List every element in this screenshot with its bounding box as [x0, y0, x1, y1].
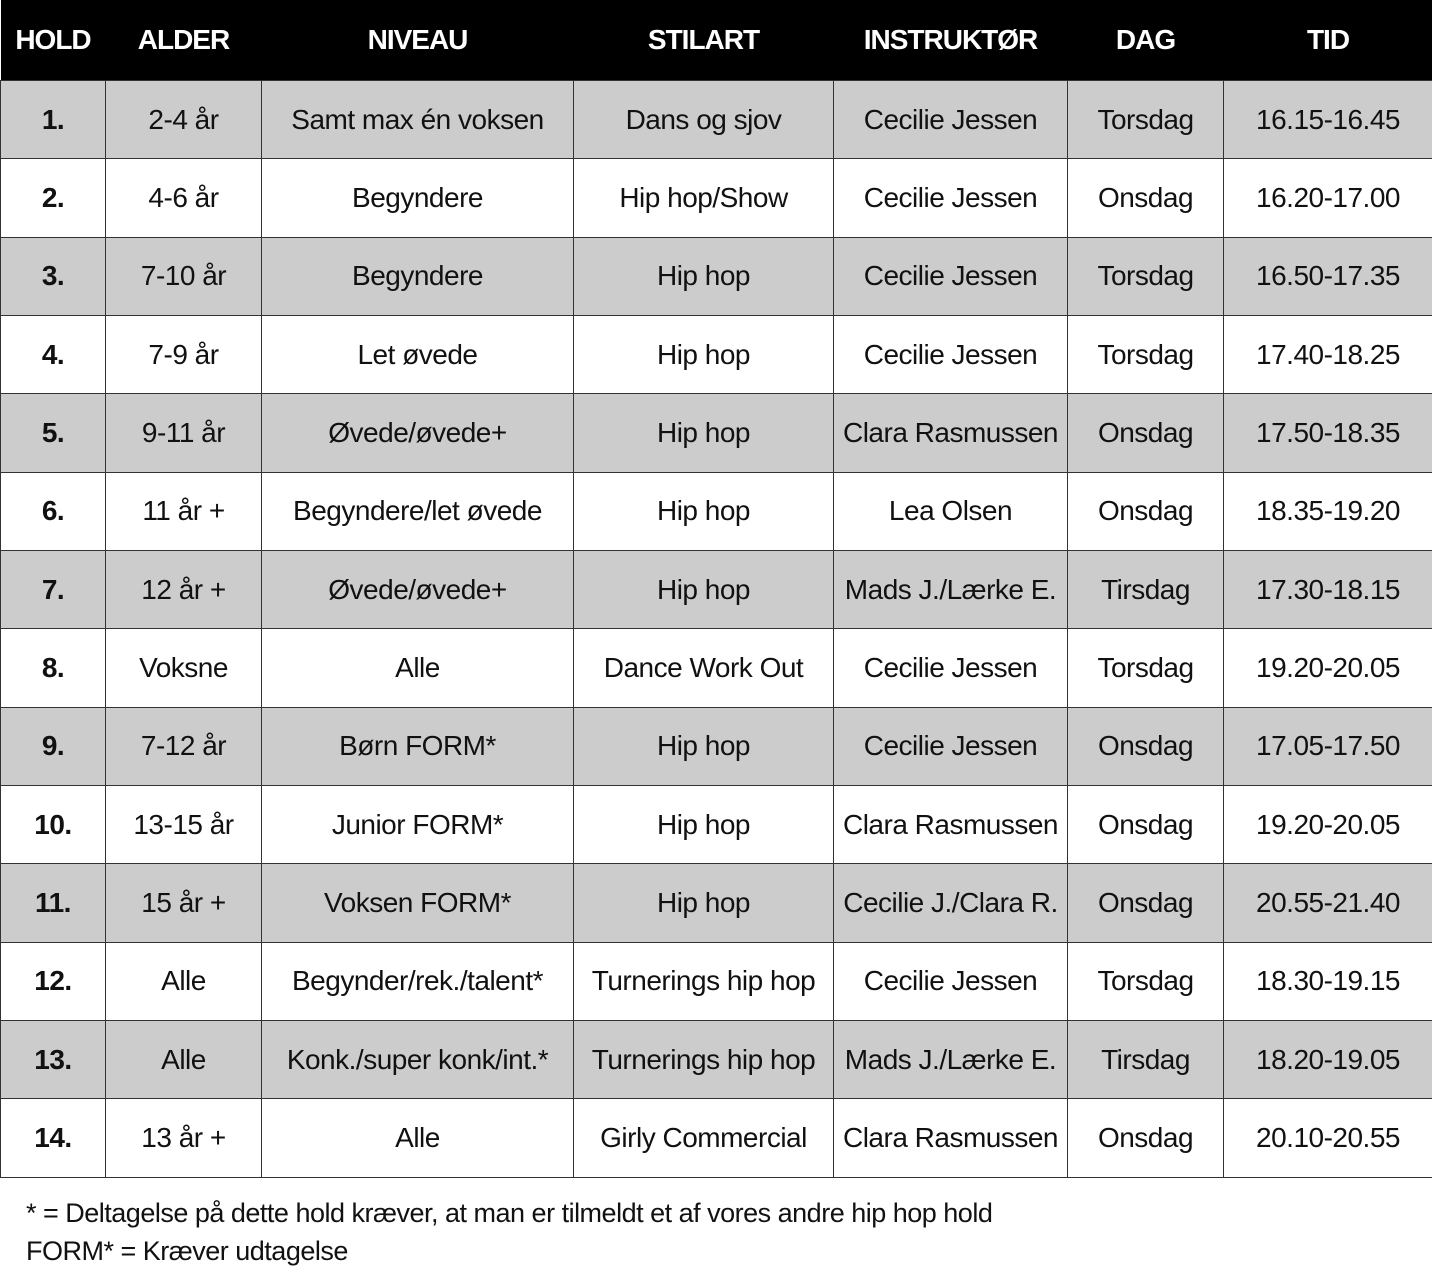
niveau-cell: Børn FORM* [262, 707, 574, 785]
stilart-cell: Dans og sjov [574, 81, 834, 159]
niveau-cell: Begyndere [262, 237, 574, 315]
tid-cell: 20.55-21.40 [1224, 864, 1432, 942]
niveau-cell: Let øvede [262, 316, 574, 394]
alder-cell: 7-9 år [106, 316, 262, 394]
tid-cell: 18.30-19.15 [1224, 942, 1432, 1020]
dag-cell: Torsdag [1068, 237, 1224, 315]
dag-cell: Onsdag [1068, 1099, 1224, 1178]
hold-cell: 6. [1, 472, 106, 550]
hold-cell: 9. [1, 707, 106, 785]
stilart-cell: Turnerings hip hop [574, 942, 834, 1020]
alder-cell: 7-10 år [106, 237, 262, 315]
table-row [1, 316, 1432, 394]
tid-cell: 17.05-17.50 [1224, 707, 1432, 785]
table-row [1, 394, 1432, 472]
table-row [1, 1099, 1432, 1178]
alder-cell: 4-6 år [106, 159, 262, 237]
stilart-cell: Girly Commercial [574, 1099, 834, 1178]
alder-cell: 7-12 år [106, 707, 262, 785]
tid-cell: 16.50-17.35 [1224, 237, 1432, 315]
dag-cell: Torsdag [1068, 81, 1224, 159]
tid-cell: 17.40-18.25 [1224, 316, 1432, 394]
instruktoer-cell: Lea Olsen [834, 472, 1068, 550]
table-row [1, 81, 1432, 159]
hold-cell: 7. [1, 551, 106, 629]
hold-cell: 12. [1, 942, 106, 1020]
stilart-cell: Hip hop [574, 551, 834, 629]
column-header-hold: HOLD [1, 0, 106, 81]
dag-cell: Onsdag [1068, 707, 1224, 785]
table-row [1, 472, 1432, 550]
table-row [1, 942, 1432, 1020]
niveau-cell: Junior FORM* [262, 786, 574, 864]
hold-cell: 3. [1, 237, 106, 315]
table-row [1, 237, 1432, 315]
tid-cell: 20.10-20.55 [1224, 1099, 1432, 1178]
hold-cell: 1. [1, 81, 106, 159]
tid-cell: 18.20-19.05 [1224, 1021, 1432, 1099]
hold-cell: 13. [1, 1021, 106, 1099]
instruktoer-cell: Mads J./Lærke E. [834, 1021, 1068, 1099]
instruktoer-cell: Cecilie Jessen [834, 237, 1068, 315]
table-row [1, 786, 1432, 864]
table-row [1, 551, 1432, 629]
alder-cell: 9-11 år [106, 394, 262, 472]
stilart-cell: Hip hop [574, 864, 834, 942]
tid-cell: 19.20-20.05 [1224, 629, 1432, 707]
niveau-cell: Begyndere [262, 159, 574, 237]
niveau-cell: Alle [262, 1099, 574, 1178]
table-header [1, 0, 1432, 81]
column-header-alder: ALDER [106, 0, 262, 81]
instruktoer-cell: Cecilie Jessen [834, 316, 1068, 394]
tid-cell: 17.50-18.35 [1224, 394, 1432, 472]
dag-cell: Onsdag [1068, 159, 1224, 237]
alder-cell: Voksne [106, 629, 262, 707]
instruktoer-cell: Clara Rasmussen [834, 1099, 1068, 1178]
tid-cell: 19.20-20.05 [1224, 786, 1432, 864]
alder-cell: 13 år + [106, 1099, 262, 1178]
instruktoer-cell: Clara Rasmussen [834, 394, 1068, 472]
alder-cell: 15 år + [106, 864, 262, 942]
tid-cell: 16.20-17.00 [1224, 159, 1432, 237]
dag-cell: Torsdag [1068, 942, 1224, 1020]
dag-cell: Torsdag [1068, 316, 1224, 394]
alder-cell: Alle [106, 1021, 262, 1099]
instruktoer-cell: Cecilie J./Clara R. [834, 864, 1068, 942]
hold-cell: 14. [1, 1099, 106, 1178]
column-header-stilart: STILART [574, 0, 834, 81]
instruktoer-cell: Cecilie Jessen [834, 159, 1068, 237]
hold-cell: 5. [1, 394, 106, 472]
dag-cell: Onsdag [1068, 394, 1224, 472]
instruktoer-cell: Mads J./Lærke E. [834, 551, 1068, 629]
hold-cell: 2. [1, 159, 106, 237]
hold-cell: 10. [1, 786, 106, 864]
column-header-instruktoer: INSTRUKTØR [834, 0, 1068, 81]
stilart-cell: Hip hop [574, 786, 834, 864]
hold-cell: 11. [1, 864, 106, 942]
table-row [1, 864, 1432, 942]
instruktoer-cell: Cecilie Jessen [834, 81, 1068, 159]
table-body [1, 81, 1432, 1178]
dag-cell: Onsdag [1068, 864, 1224, 942]
niveau-cell: Begyndere/let øvede [262, 472, 574, 550]
hold-cell: 4. [1, 316, 106, 394]
stilart-cell: Hip hop [574, 707, 834, 785]
stilart-cell: Hip hop [574, 237, 834, 315]
header-row [1, 0, 1432, 81]
instruktoer-cell: Clara Rasmussen [834, 786, 1068, 864]
alder-cell: 11 år + [106, 472, 262, 550]
stilart-cell: Dance Work Out [574, 629, 834, 707]
alder-cell: Alle [106, 942, 262, 1020]
table-row [1, 707, 1432, 785]
column-header-niveau: NIVEAU [262, 0, 574, 81]
column-header-tid: TID [1224, 0, 1432, 81]
dag-cell: Tirsdag [1068, 551, 1224, 629]
niveau-cell: Begynder/rek./talent* [262, 942, 574, 1020]
table-row [1, 1021, 1432, 1099]
niveau-cell: Øvede/øvede+ [262, 394, 574, 472]
column-header-dag: DAG [1068, 0, 1224, 81]
niveau-cell: Alle [262, 629, 574, 707]
tid-cell: 16.15-16.45 [1224, 81, 1432, 159]
niveau-cell: Konk./super konk/int.* [262, 1021, 574, 1099]
tid-cell: 18.35-19.20 [1224, 472, 1432, 550]
alder-cell: 13-15 år [106, 786, 262, 864]
stilart-cell: Hip hop [574, 472, 834, 550]
table-row [1, 159, 1432, 237]
footnote-asterisk: * = Deltagelse på dette hold kræver, at man er tilmeldt et af vores andre hip hop hold [26, 1198, 993, 1228]
dag-cell: Tirsdag [1068, 1021, 1224, 1099]
niveau-cell: Øvede/øvede+ [262, 551, 574, 629]
table-row [1, 629, 1432, 707]
stilart-cell: Turnerings hip hop [574, 1021, 834, 1099]
alder-cell: 12 år + [106, 551, 262, 629]
stilart-cell: Hip hop/Show [574, 159, 834, 237]
instruktoer-cell: Cecilie Jessen [834, 629, 1068, 707]
niveau-cell: Samt max én voksen [262, 81, 574, 159]
tid-cell: 17.30-18.15 [1224, 551, 1432, 629]
hold-cell: 8. [1, 629, 106, 707]
dag-cell: Onsdag [1068, 786, 1224, 864]
instruktoer-cell: Cecilie Jessen [834, 942, 1068, 1020]
stilart-cell: Hip hop [574, 394, 834, 472]
footnotes [26, 1194, 992, 1270]
stilart-cell: Hip hop [574, 316, 834, 394]
dag-cell: Torsdag [1068, 629, 1224, 707]
dag-cell: Onsdag [1068, 472, 1224, 550]
niveau-cell: Voksen FORM* [262, 864, 574, 942]
instruktoer-cell: Cecilie Jessen [834, 707, 1068, 785]
alder-cell: 2-4 år [106, 81, 262, 159]
footnote-form: FORM* = Kræver udtagelse [26, 1236, 348, 1266]
